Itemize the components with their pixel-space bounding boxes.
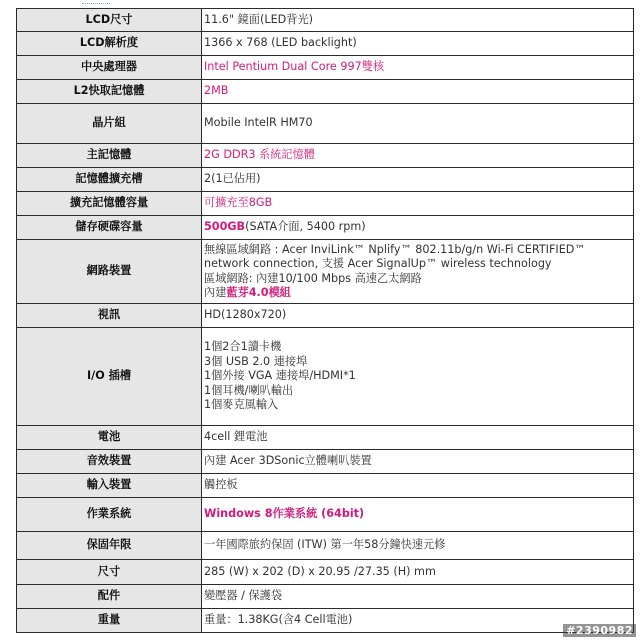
spec-label: 擴充記憶體容量 xyxy=(17,192,202,216)
spec-row-weight xyxy=(17,609,634,633)
spec-value: HD(1280x720) xyxy=(202,304,634,328)
memory-value: 2G DDR3 系統記憶體 xyxy=(204,148,315,162)
spec-row-memory-slots xyxy=(17,168,634,192)
spec-label: 音效裝置 xyxy=(17,450,202,474)
spec-row-storage xyxy=(17,216,634,240)
wired-lan: 區域網路: 內建10/100 Mbps 高速乙太網路 xyxy=(204,271,422,285)
spec-value xyxy=(202,216,634,240)
spec-row-warranty xyxy=(17,532,634,560)
spec-row-os xyxy=(17,498,634,532)
spec-value xyxy=(202,56,634,80)
spec-value: 11.6" 鏡面(LED背光) xyxy=(202,9,634,32)
spec-value xyxy=(202,498,634,532)
spec-value: 內建 Acer 3DSonic立體喇叭裝置 xyxy=(202,450,634,474)
spec-value: 4cell 鋰電池 xyxy=(202,426,634,450)
bluetooth-module: 藍芽4.0模組 xyxy=(226,286,291,299)
spec-row-audio xyxy=(17,450,634,474)
spec-label: 儲存硬碟容量 xyxy=(17,216,202,240)
spec-row-cpu xyxy=(17,56,634,80)
spec-value xyxy=(202,144,634,168)
spec-value: 2(1已佔用) xyxy=(202,168,634,192)
spec-row-memory-max xyxy=(17,192,634,216)
memory-max-value: 可擴充至8GB xyxy=(204,196,273,210)
spec-label: 配件 xyxy=(17,585,202,609)
spec-label: 保固年限 xyxy=(17,532,202,560)
spec-value xyxy=(202,328,634,426)
spec-label: 輸入裝置 xyxy=(17,474,202,498)
spec-label: 晶片組 xyxy=(17,104,202,144)
spec-row-dimensions xyxy=(17,560,634,585)
spec-value xyxy=(202,192,634,216)
header-fragment xyxy=(82,0,110,4)
top-strip xyxy=(0,0,640,6)
spec-value: 觸控板 xyxy=(202,474,634,498)
spec-value: 重量：1.38KG(含4 Cell電池) xyxy=(202,609,634,633)
spec-value: 變壓器 / 保護袋 xyxy=(202,585,634,609)
spec-row-lcd-size xyxy=(17,9,634,32)
spec-row-l2-cache xyxy=(17,80,634,104)
l2-value: 2MB xyxy=(204,84,229,98)
spec-label: 重量 xyxy=(17,609,202,633)
spec-label: L2快取記憶體 xyxy=(17,80,202,104)
watermark: #2390982 xyxy=(563,624,636,637)
io-usb: 3個 USB 2.0 連接埠 xyxy=(204,354,308,368)
spec-label: I/O 插槽 xyxy=(17,328,202,426)
io-microphone: 1個麥克風輸入 xyxy=(204,398,279,412)
spec-row-battery xyxy=(17,426,634,450)
io-card-reader: 1個2合1讀卡機 xyxy=(204,340,282,354)
bluetooth-line xyxy=(204,286,631,301)
spec-value: Mobile IntelR HM70 xyxy=(202,104,634,144)
spec-row-network xyxy=(17,240,634,304)
io-vga-hdmi: 1個外接 VGA 連接埠/HDMI*1 xyxy=(204,369,356,383)
spec-label: LCD尺寸 xyxy=(17,9,202,32)
storage-detail: (SATA介面, 5400 rpm) xyxy=(245,220,366,234)
cpu-value: Intel Pentium Dual Core 997雙核 xyxy=(204,60,385,74)
spec-label: 記憶體擴充槽 xyxy=(17,168,202,192)
io-headphone: 1個耳機/喇叭輸出 xyxy=(204,383,294,397)
spec-row-accessories xyxy=(17,585,634,609)
spec-table xyxy=(16,8,634,633)
spec-row-input xyxy=(17,474,634,498)
spec-value: 285 (W) x 202 (D) x 20.95 /27.35 (H) mm xyxy=(202,560,634,585)
spec-value xyxy=(202,80,634,104)
spec-row-chipset xyxy=(17,104,634,144)
spec-value: 一年國際旅約保固 (ITW) 第一年58分鐘快速元修 xyxy=(202,532,634,560)
os-value: Windows 8作業系統 (64bit) xyxy=(204,507,365,521)
spec-row-memory xyxy=(17,144,634,168)
spec-label: 作業系統 xyxy=(17,498,202,532)
spec-row-lcd-resolution xyxy=(17,32,634,56)
spec-label: 尺寸 xyxy=(17,560,202,585)
wireless-lan: 無線區域網路 : Acer InviLink™ Nplify™ 802.11b/g/n Wi-Fi CERTIFIED™ network connection, 支援 Acer SignalUp™ wireless technology xyxy=(204,242,586,270)
spec-label: 主記憶體 xyxy=(17,144,202,168)
spec-row-video xyxy=(17,304,634,328)
spec-value: 1366 x 768 (LED backlight) xyxy=(202,32,634,56)
spec-label: 視訊 xyxy=(17,304,202,328)
spec-row-io xyxy=(17,328,634,426)
storage-capacity: 500GB xyxy=(204,220,246,234)
spec-label: 中央處理器 xyxy=(17,56,202,80)
spec-label: LCD解析度 xyxy=(17,32,202,56)
spec-value xyxy=(202,240,634,304)
spec-label: 電池 xyxy=(17,426,202,450)
bluetooth-prefix: 內建 xyxy=(204,286,227,299)
spec-label: 網路裝置 xyxy=(17,240,202,304)
